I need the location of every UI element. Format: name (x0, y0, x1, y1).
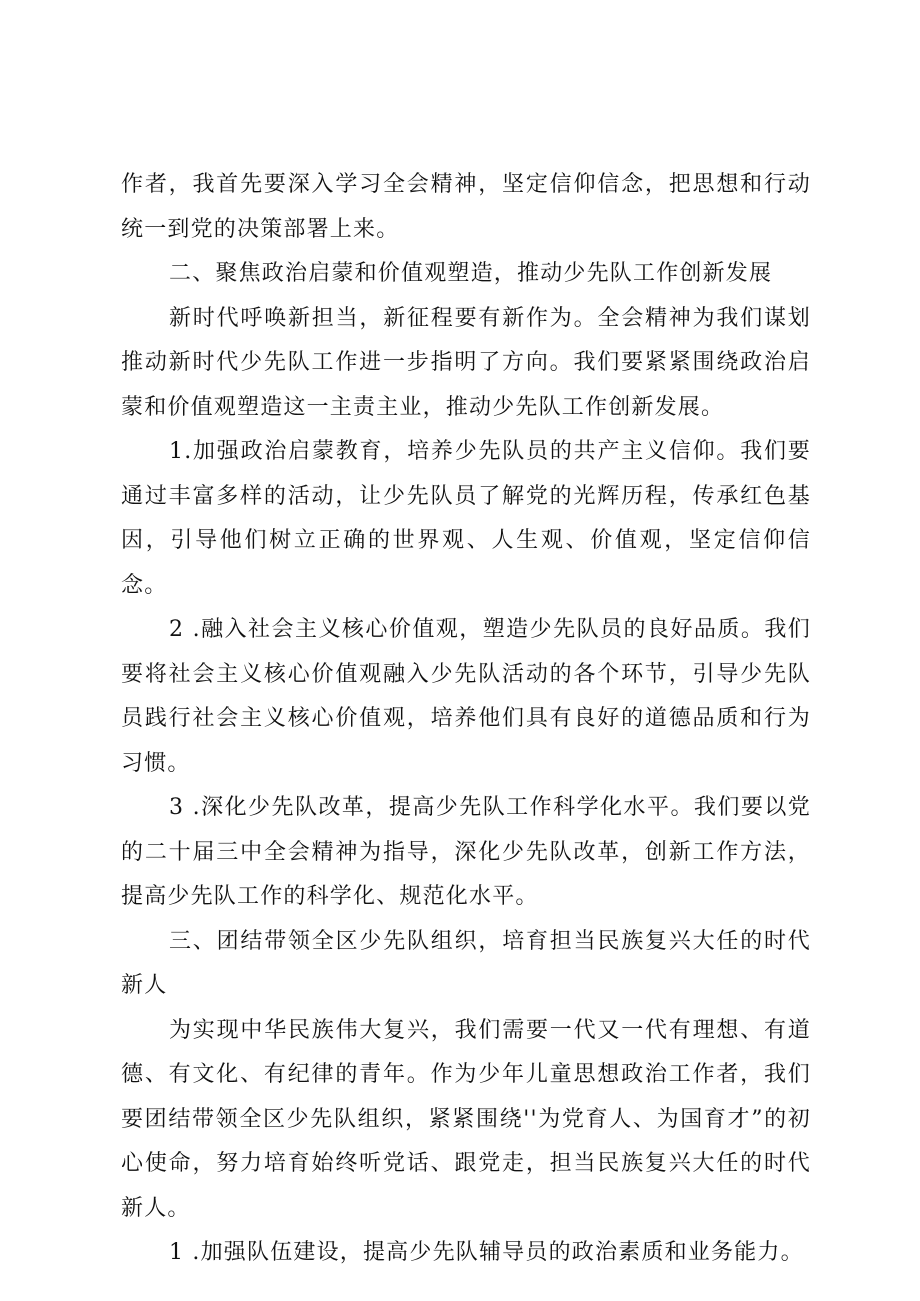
paragraph: 新时代呼唤新担当，新征程要有新作为。全会精神为我们谋划推动新时代少先队工作进一步指明了方向。我们要紧紧围绕政治启蒙和价值观塑造这一主责主业，推动少先队工作创新发展。 (121, 305, 811, 420)
list-item-paragraph: 2 .融入社会主义核心价值观，塑造少先队员的良好品质。我们要将社会主义核心价值观融入少先队活动的各个环节，引导少先队员践行社会主义核心价值观，培养他们具有良好的道德品质和行为习惯。 (121, 617, 811, 776)
list-item-paragraph: 1 .加强队伍建设，提高少先队辅导员的政治素质和业务能力。 (169, 1240, 804, 1265)
paragraph-continuation: 作者，我首先要深入学习全会精神，坚定信仰信念，把思想和行动统一到党的决策部署上来。 (121, 172, 811, 242)
list-item-paragraph: 3 .深化少先队改革，提高少先队工作科学化水平。我们要以党的二十届三中全会精神为指导，深化少先队改革，创新工作方法，提高少先队工作的科学化、规范化水平。 (121, 795, 811, 909)
section-heading-2: 二、聚焦政治启蒙和价值观塑造，推动少先队工作创新发展 (169, 261, 773, 286)
document-body (121, 163, 811, 1276)
paragraph: 为实现中华民族伟大复兴，我们需要一代又一代有理想、有道德、有文化、有纪律的青年。作为少年儿童思想政治工作者，我们要团结带领全区少先队组织，紧紧围绕''为党育人、为国育才”的初心使命，努力培育始终听党话、跟党走，担当民族复兴大任的时代新人。 (121, 1017, 811, 1221)
section-heading-3: 三、团结带领全区少先队组织，培育担当民族复兴大任的时代新人 (121, 928, 811, 998)
list-item-paragraph: 1.加强政治启蒙教育，培养少先队员的共产主义信仰。我们要通过丰富多样的活动，让少先队员了解党的光辉历程，传承红色基因，引导他们树立正确的世界观、人生观、价值观，坚定信仰信念。 (121, 439, 811, 598)
